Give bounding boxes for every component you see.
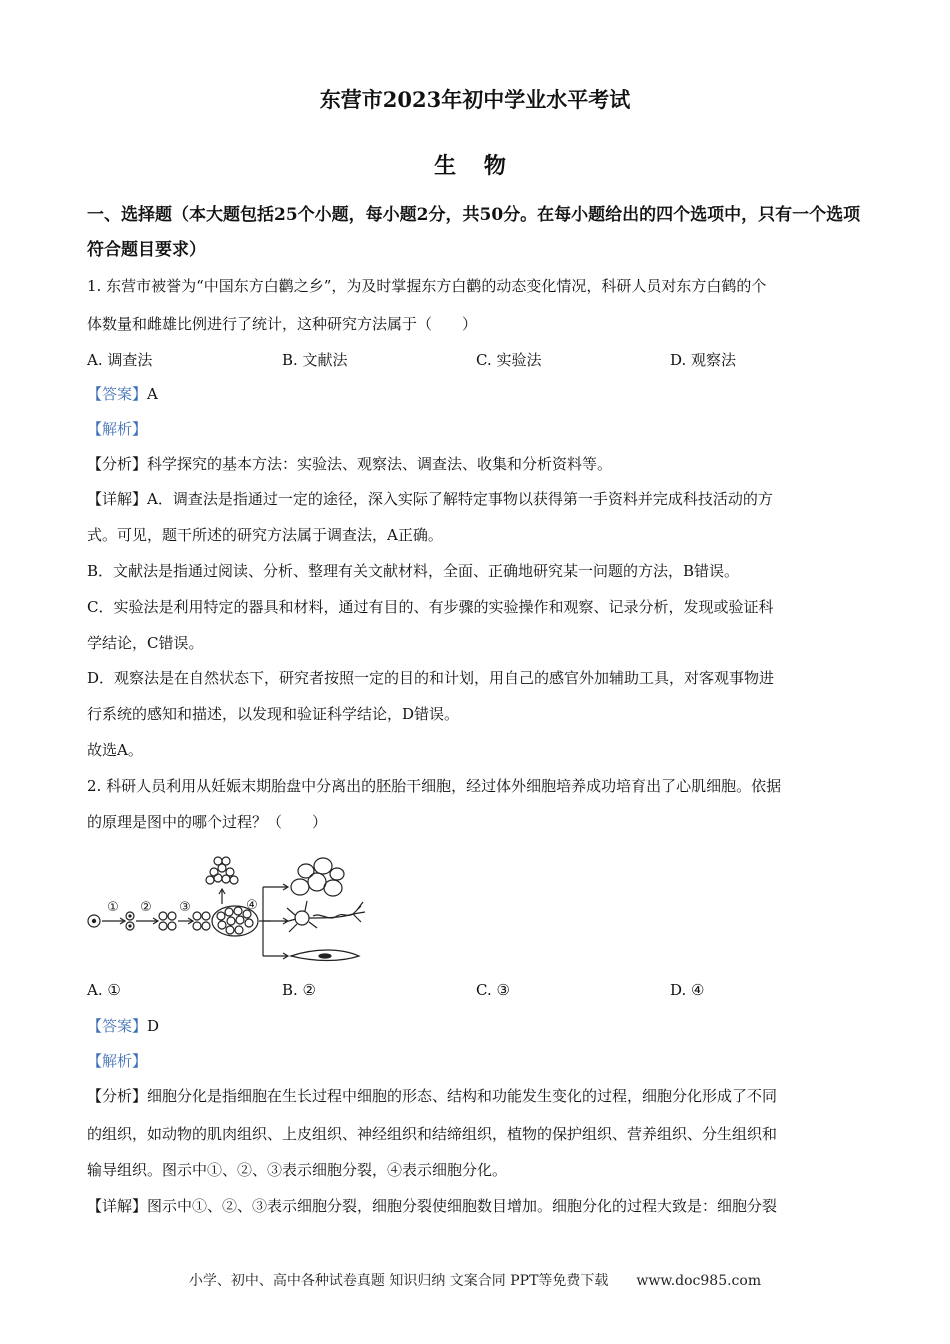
q1-option-a: A. 调查法	[87, 351, 153, 369]
q1-option-c: C. 实验法	[476, 351, 542, 369]
q1-fenxi-tag: 【分析】	[87, 455, 148, 473]
exam-title: 东营市2023年初中学业水平考试	[319, 87, 631, 112]
q1-xiangjie-a1: A．调查法是指通过一定的途径，深入实际了解特定事物以获得第一手资料并完成科技活动的方	[147, 490, 773, 508]
q2-xiangjie-line	[87, 1189, 867, 1224]
q2-xiangjie-tag: 【详解】	[87, 1197, 148, 1215]
q1-xiangjie-b: B．文献法是指通过阅读、分析、整理有关文献材料，全面、正确地研究某一问题的方法，B错误。	[87, 562, 740, 580]
q1-options	[87, 349, 867, 375]
subject-title: 生 物	[434, 153, 516, 179]
q2-option-a: A. ①	[87, 981, 121, 999]
q1-option-d: D. 观察法	[670, 351, 737, 369]
q2-stem-line1: 2. 科研人员利用从妊娠末期胎盘中分离出的胚胎干细胞，经过体外细胞培养成功培育出了心肌细胞。依据	[87, 777, 782, 795]
q2-analysis-tag: 【解析】	[87, 1052, 148, 1070]
q1-analysis-tag: 【解析】	[87, 420, 148, 438]
q1-conclusion: 故选A。	[87, 741, 143, 759]
figure-label-3: ③	[179, 900, 191, 915]
footer-text: 小学、初中、高中各种试卷真题 知识归纳 文案合同 PPT等免费下载 www.doc985.com	[188, 1273, 762, 1289]
q1-stem-line2: 体数量和雌雄比例进行了统计，这种研究方法属于（ ）	[87, 315, 478, 333]
figure-label-1: ①	[107, 900, 119, 915]
q1-stem-line1: 1. 东营市被誉为“中国东方白鹳之乡”，为及时掌握东方白鹳的动态变化情况，科研人员对东方白鹤的个	[87, 277, 767, 295]
q1-xiangjie-line	[87, 482, 867, 517]
q1-answer-tag: 【答案】	[87, 385, 148, 403]
q2-option-b: B. ②	[282, 981, 317, 999]
q2-option-d: D. ④	[670, 981, 705, 999]
q2-fenxi-1: 细胞分化是指细胞在生长过程中细胞的形态、结构和功能发生变化的过程，细胞分化形成了不同	[147, 1087, 778, 1105]
q2-options	[87, 981, 867, 1007]
q1-option-b: B. 文献法	[282, 351, 348, 369]
q1-xiangjie-d1: D．观察法是在自然状态下，研究者按照一定的目的和计划，用自己的感官外加辅助工具，对客观事物进	[87, 669, 775, 687]
q2-fenxi-line	[87, 1079, 867, 1114]
section-heading: 一、选择题（本大题包括25个小题，每小题2分，共50分。在每小题给出的四个选项中，只有一个选项符合题目要求）	[87, 205, 861, 260]
q2-fenxi-tag: 【分析】	[87, 1087, 148, 1105]
q1-xiangjie-d2: 行系统的感知和描述，以发现和验证科学结论，D错误。	[87, 705, 460, 723]
figure-label-4: ④	[246, 898, 258, 913]
q2-answer: D	[147, 1017, 160, 1035]
q2-option-c: C. ③	[476, 981, 510, 999]
q1-answer-line	[87, 377, 867, 412]
q1-answer: A	[147, 385, 158, 403]
q2-xiangjie-1: 图示中①、②、③表示细胞分裂，细胞分裂使细胞数目增加。细胞分化的过程大致是：细胞分裂	[147, 1197, 778, 1215]
q1-xiangjie-c1: C．实验法是利用特定的器具和材料，通过有目的、有步骤的实验操作和观察、记录分析，发现或验证科	[87, 598, 774, 616]
q2-stem-line2: 的原理是图中的哪个过程？（ ）	[87, 813, 328, 831]
q1-fenxi: 科学探究的基本方法：实验法、观察法、调查法、收集和分析资料等。	[147, 455, 613, 473]
q1-xiangjie-tag: 【详解】	[87, 490, 148, 508]
q2-answer-line	[87, 1009, 867, 1044]
q2-answer-tag: 【答案】	[87, 1017, 148, 1035]
cell-division-differentiation-figure	[85, 852, 370, 967]
q1-xiangjie-c2: 学结论，C错误。	[87, 634, 204, 652]
q2-fenxi-2: 的组织，如动物的肌肉组织、上皮组织、神经组织和结缔组织，植物的保护组织、营养组织、分生组织和	[87, 1125, 778, 1143]
figure-label-2: ②	[140, 900, 152, 915]
q2-fenxi-3: 输导组织。图示中①、②、③表示细胞分裂，④表示细胞分化。	[87, 1161, 508, 1179]
q1-fenxi-line	[87, 447, 867, 482]
q1-xiangjie-a2: 式。可见，题干所述的研究方法属于调查法，A正确。	[87, 526, 443, 544]
